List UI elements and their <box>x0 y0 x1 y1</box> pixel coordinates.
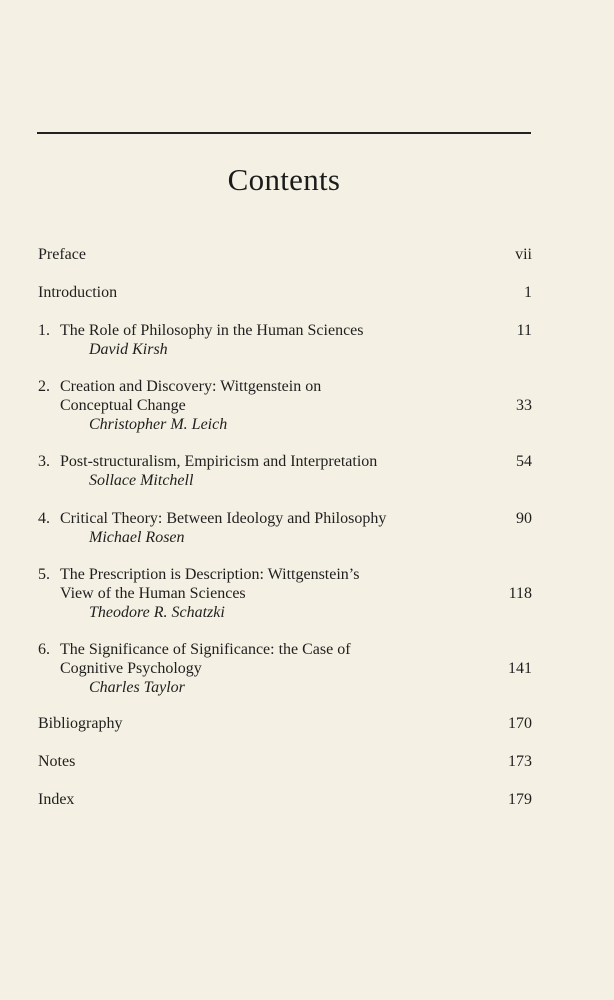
toc-page-number: 141 <box>508 660 532 677</box>
toc-entry-title: Notes <box>38 753 76 770</box>
toc-page-number: 54 <box>516 453 532 470</box>
chapter-number: 1. <box>38 322 50 339</box>
chapter-author: Charles Taylor <box>89 679 185 696</box>
toc-entry-chapter-2 <box>38 377 532 434</box>
toc-entry-title: Critical Theory: Between Ideology and Philosophy <box>60 510 387 527</box>
toc-entry-title-continued: View of the Human Sciences <box>60 585 246 602</box>
chapter-author: Theodore R. Schatzki <box>89 604 225 621</box>
toc-entry-title-continued: Cognitive Psychology <box>60 660 202 677</box>
toc-page-number: 173 <box>508 753 532 770</box>
toc-entry-chapter-6 <box>38 640 532 697</box>
toc-entry-title: Index <box>38 791 75 808</box>
toc-entry-title: Introduction <box>38 284 118 301</box>
toc-entry-title: Preface <box>38 246 86 263</box>
chapter-number: 6. <box>38 641 50 658</box>
toc-entry-title: Bibliography <box>38 715 123 732</box>
toc-entry-chapter-1 <box>38 321 532 359</box>
toc-entry-title: The Significance of Significance: the Case of <box>60 641 351 658</box>
toc-page-number: 33 <box>516 397 532 414</box>
toc-entry-chapter-5 <box>38 565 532 622</box>
toc-page-number: 118 <box>508 585 532 602</box>
toc-entry-chapter-3 <box>38 452 532 490</box>
toc-entry-title: Creation and Discovery: Wittgenstein on <box>60 378 322 395</box>
toc-page-number: 11 <box>516 322 532 339</box>
chapter-number: 3. <box>38 453 50 470</box>
toc-page-number: 90 <box>516 510 532 527</box>
toc-entry-notes <box>38 752 532 771</box>
toc-page-number: 1 <box>524 284 532 301</box>
toc-entry-preface <box>38 245 532 264</box>
chapter-number: 2. <box>38 378 50 395</box>
toc-entry-bibliography <box>38 714 532 733</box>
toc-entry-title-continued: Conceptual Change <box>60 397 186 414</box>
chapter-author: Michael Rosen <box>89 529 185 546</box>
toc-page-number: 179 <box>508 791 532 808</box>
top-rule <box>37 132 531 134</box>
toc-page-number: 170 <box>508 715 532 732</box>
toc-entry-chapter-4 <box>38 509 532 547</box>
chapter-author: Sollace Mitchell <box>89 472 194 489</box>
chapter-number: 5. <box>38 566 50 583</box>
chapter-number: 4. <box>38 510 50 527</box>
toc-entry-title: The Role of Philosophy in the Human Sciences <box>60 322 364 339</box>
chapter-author: Christopher M. Leich <box>89 416 228 433</box>
toc-entry-introduction <box>38 283 532 302</box>
chapter-author: David Kirsh <box>89 341 168 358</box>
toc-page-number: vii <box>515 246 532 263</box>
page-title: Contents <box>227 162 341 197</box>
toc-entry-title: Post-structuralism, Empiricism and Interpretation <box>60 453 378 470</box>
toc-entry-index <box>38 790 532 809</box>
toc-entry-title: The Prescription is Description: Wittgenstein’s <box>60 566 360 583</box>
